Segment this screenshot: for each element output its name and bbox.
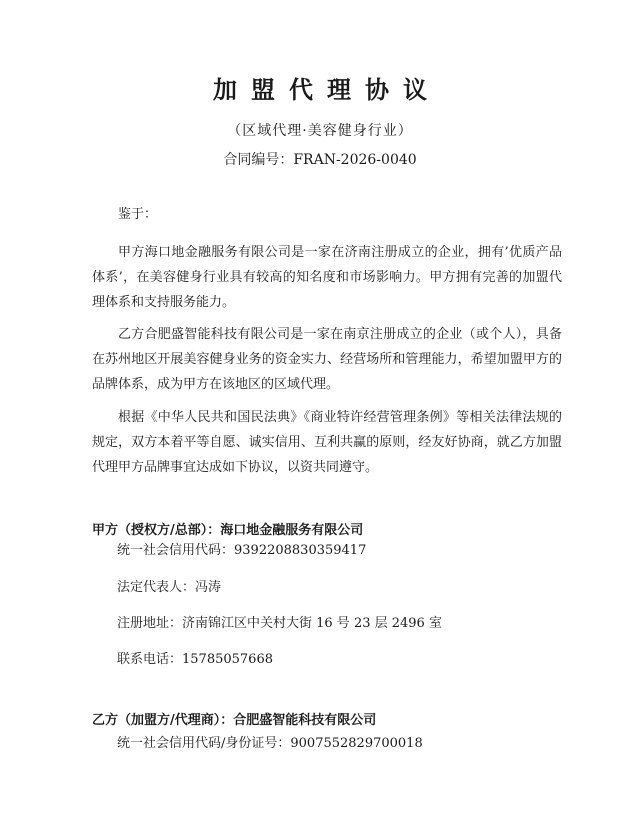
party-a-legal-rep: 法定代表人：冯涛 bbox=[117, 580, 222, 595]
document-subtitle: （区域代理·美容健身行业） bbox=[227, 123, 413, 139]
paragraph-party-a-intro: 甲方海口地金融服务有限公司是一家在济南注册成立的企业，拥有’优质产品体系’，在美容健身行业具有较高的知名度和市场影响力。甲方拥有完善的加盟代理体系和支持服务能力。 bbox=[92, 245, 562, 310]
paragraph-legal-basis: 根据《中华人民共和国民法典》《商业特许经营管理条例》等相关法律法规的规定，双方本着平等自愿、诚实信用、互利共赢的原则，经友好协商，就乙方加盟代理甲方品牌事宜达成如下协议，以资共同遵守。 bbox=[92, 410, 562, 475]
contract-number: 合同编号：FRAN-2026-0040 bbox=[223, 152, 417, 168]
document-title: 加盟代理协议 bbox=[213, 76, 441, 104]
party-a-address: 注册地址：济南锦江区中关村大街 16 号 23 层 2496 室 bbox=[117, 616, 442, 631]
party-b-heading: 乙方（加盟方/代理商）：合肥盛智能科技有限公司 bbox=[92, 713, 377, 728]
whereas-label: 鉴于： bbox=[118, 207, 158, 222]
party-a-credit-code: 统一社会信用代码：9392208830359417 bbox=[117, 543, 367, 558]
party-b-credit-code: 统一社会信用代码/身份证号：9007552829700018 bbox=[117, 736, 423, 751]
party-a-heading: 甲方（授权方/总部）：海口地金融服务有限公司 bbox=[92, 523, 364, 538]
party-a-phone: 联系电话：15785057668 bbox=[117, 652, 273, 667]
paragraph-party-b-intro: 乙方合肥盛智能科技有限公司是一家在南京注册成立的企业（或个人），具备在苏州地区开展美容健身业务的资金实力、经营场所和管理能力，希望加盟甲方的品牌体系，成为甲方在该地区的区域代理。 bbox=[92, 327, 562, 392]
